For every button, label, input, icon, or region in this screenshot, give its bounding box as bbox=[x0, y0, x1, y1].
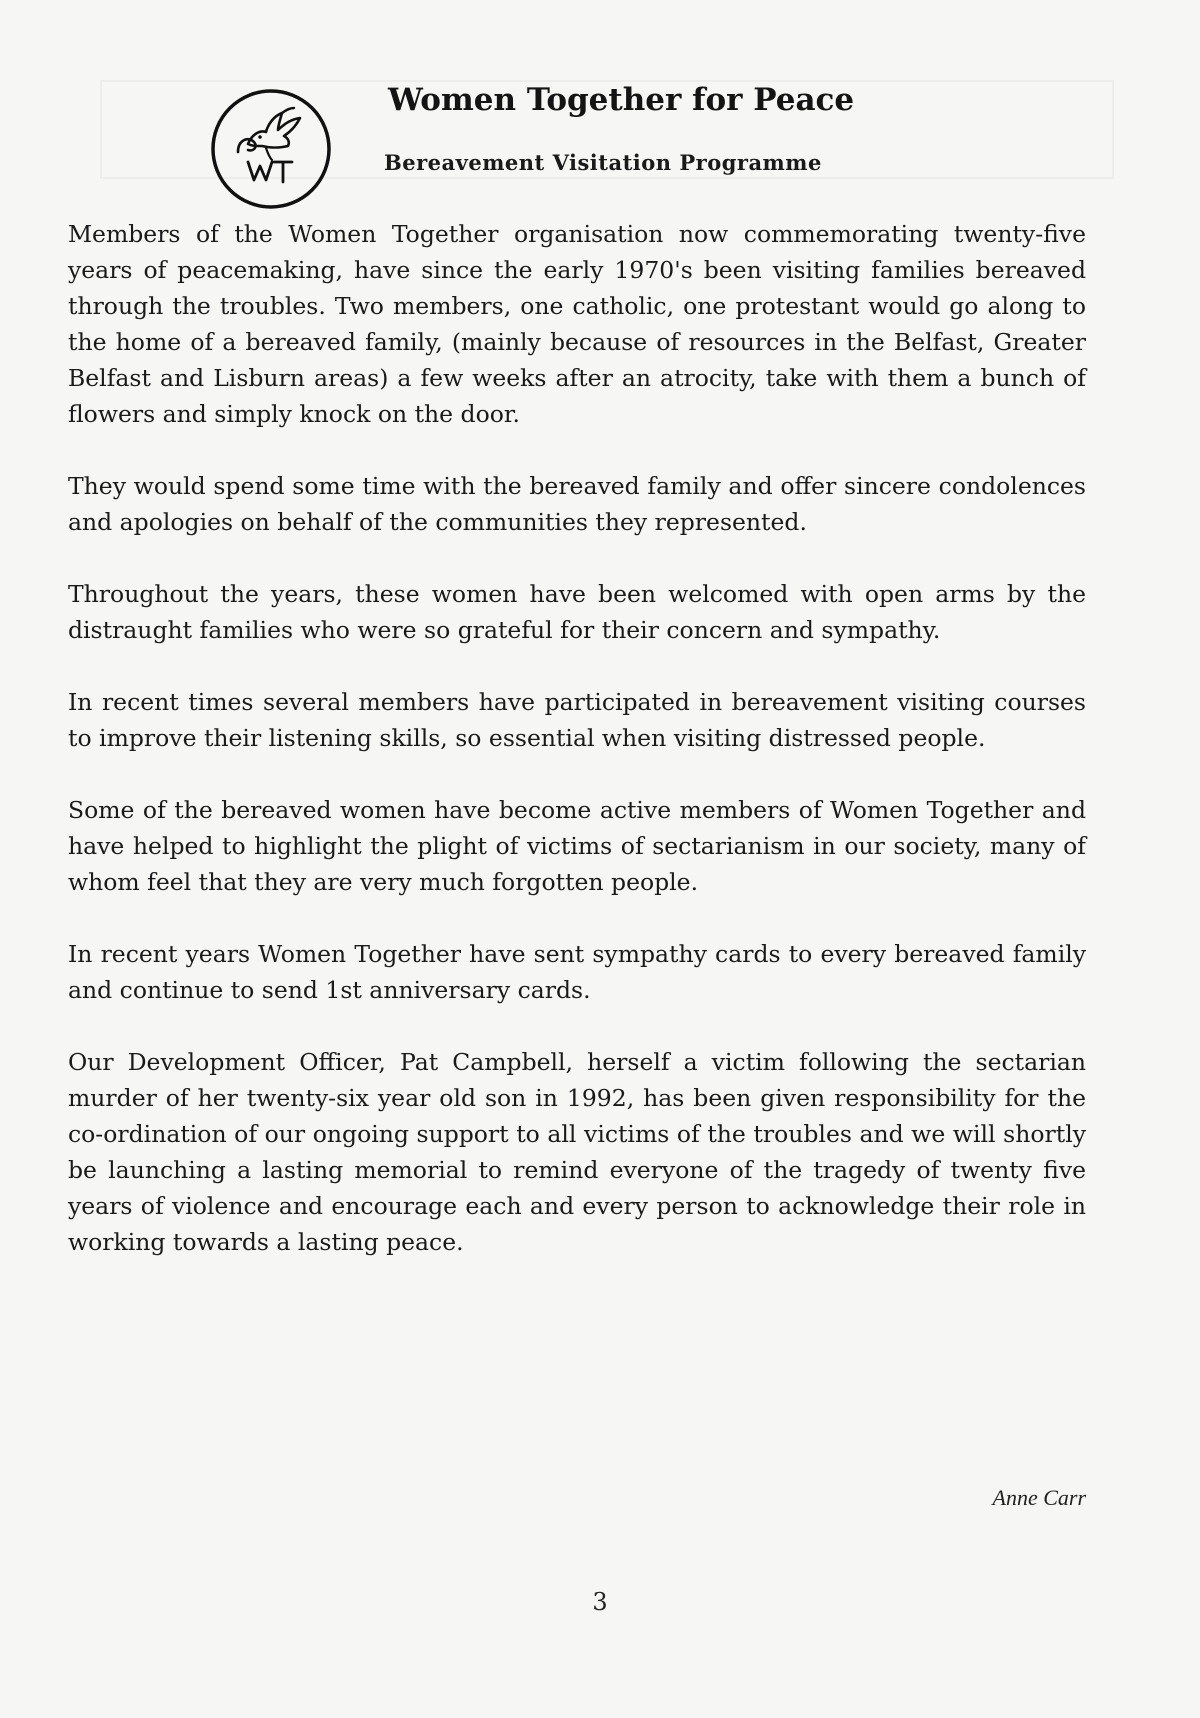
page-subtitle: Bereavement Visitation Programme bbox=[384, 150, 822, 175]
paragraph: In recent years Women Together have sent sympathy cards to every bereaved family and continue to send 1st anniversary cards. bbox=[68, 940, 1086, 1004]
paragraph: In recent times several members have participated in bereavement visiting courses to improve their listening skills, so essential when visiting distressed people. bbox=[68, 688, 1086, 752]
page-number: 3 bbox=[592, 1588, 608, 1616]
page-title: Women Together for Peace bbox=[388, 82, 855, 118]
article-body bbox=[68, 216, 1086, 1296]
paragraph: Our Development Officer, Pat Campbell, herself a victim following the sectarian murder of her twenty-six year old son in 1992, has been given responsibility for the co-ordination of our ongoing support to all victims of the troubles and we will shortly be launching a lasting memorial to remind everyone of the tragedy of twenty five years of violence and encourage each and every person to acknowledge their role in working towards a lasting peace. bbox=[68, 1048, 1086, 1256]
author-signature: Anne Carr bbox=[992, 1485, 1086, 1510]
paragraph: Members of the Women Together organisation now commemorating twenty-five years of peacemaking, have since the early 1970's been visiting families bereaved through the troubles. Two members, one catholic, one protestant would go along to the home of a bereaved family, (mainly because of resources in the Belfast, Greater Belfast and Lisburn areas) a few weeks after an atrocity, take with them a bunch of flowers and simply knock on the door. bbox=[68, 220, 1086, 428]
paragraph: They would spend some time with the bereaved family and offer sincere condolences and apologies on behalf of the communities they represented. bbox=[68, 472, 1086, 536]
paragraph: Some of the bereaved women have become active members of Women Together and have helped to highlight the plight of victims of sectarianism in our society, many of whom feel that they are very much forgotten people. bbox=[68, 796, 1086, 896]
dove-emblem-icon bbox=[208, 86, 334, 212]
paragraph: Throughout the years, these women have been welcomed with open arms by the distraught families who were so grateful for their concern and sympathy. bbox=[68, 580, 1086, 644]
header bbox=[200, 82, 900, 202]
